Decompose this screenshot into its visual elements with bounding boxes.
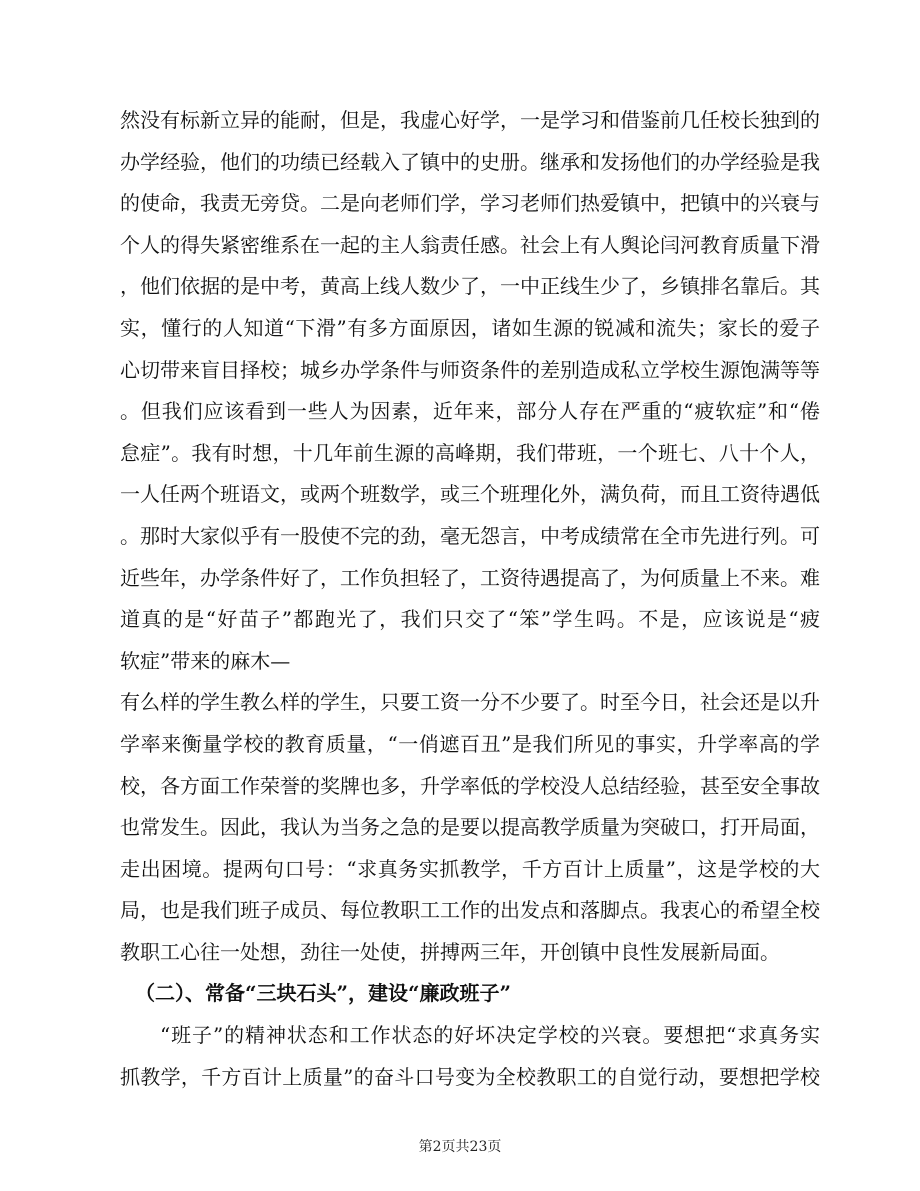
text-line: ，他们依据的是中考，黄高上线人数少了，一中正线生少了，乡镇排名靠后。其	[120, 274, 820, 299]
section-heading: （二）、常备“三块石头”，建设“廉政班子”	[135, 981, 512, 1006]
text-line: 校，各方面工作荣誉的奖牌也多，升学率低的学校没人总结经验，甚至安全事故	[120, 773, 820, 798]
text-line: 教职工心往一处想，劲往一处使，拼搏两三年，开创镇中良性发展新局面。	[120, 939, 780, 964]
text-line: 的使命，我责无旁贷。二是向老师们学，学习老师们热爱镇中，把镇中的兴衰与	[120, 191, 820, 216]
text-line: 一人任两个班语文，或两个班数学，或三个班理化外，满负荷，而且工资待遇低	[120, 482, 820, 507]
text-line: 怠症”。我有时想，十几年前生源的高峰期，我们带班，一个班七、八十个人，	[120, 440, 820, 465]
text-line: 走出困境。提两句口号：“求真务实抓教学，千方百计上质量”，这是学校的大	[120, 856, 820, 881]
text-line: 抓教学，千方百计上质量”的奋斗口号变为全校教职工的自觉行动，要想把学校	[120, 1064, 820, 1089]
text-line: 软症”带来的麻木—	[120, 648, 291, 673]
text-line: 。那时大家似乎有一股使不完的劲，毫无怨言，中考成绩常在全市先进行列。可	[120, 523, 820, 548]
text-line: 也常发生。因此，我认为当务之急的是要以提高教学质量为突破口，打开局面，	[120, 815, 820, 840]
text-line: “班子”的精神状态和工作状态的好坏决定学校的兴衰。要想把“求真务实	[160, 1023, 820, 1048]
text-line: 学率来衡量学校的教育质量，“一俏遮百丑”是我们所见的事实，升学率高的学	[120, 731, 820, 756]
text-line: 实，懂行的人知道“下滑”有多方面原因，诸如生源的锐减和流失；家长的爱子	[120, 315, 820, 340]
page-number-footer: 第2页共23页	[418, 1139, 502, 1155]
text-line: 。但我们应该看到一些人为因素，近年来，部分人存在严重的“疲软症”和“倦	[120, 399, 820, 424]
text-line: 有么样的学生教么样的学生，只要工资一分不少要了。时至今日，社会还是以升	[120, 690, 820, 715]
text-line: 心切带来盲目择校；城乡办学条件与师资条件的差别造成私立学校生源饱满等等	[120, 357, 820, 382]
document-body	[120, 100, 820, 1098]
text-line: 办学经验，他们的功绩已经载入了镇中的史册。继承和发扬他们的办学经验是我	[120, 149, 820, 174]
text-line: 然没有标新立异的能耐，但是，我虚心好学，一是学习和借鉴前几任校长独到的	[120, 108, 820, 132]
text-line: 道真的是“好苗子”都跑光了，我们只交了“笨”学生吗。不是，应该说是“疲	[120, 607, 820, 632]
text-line: 个人的得失紧密维系在一起的主人翁责任感。社会上有人舆论闫河教育质量下滑	[120, 232, 820, 257]
text-line: 局，也是我们班子成员、每位教职工工作的出发点和落脚点。我衷心的希望全校	[120, 898, 820, 923]
text-line: 近些年，办学条件好了，工作负担轻了，工资待遇提高了，为何质量上不来。难	[120, 565, 820, 590]
